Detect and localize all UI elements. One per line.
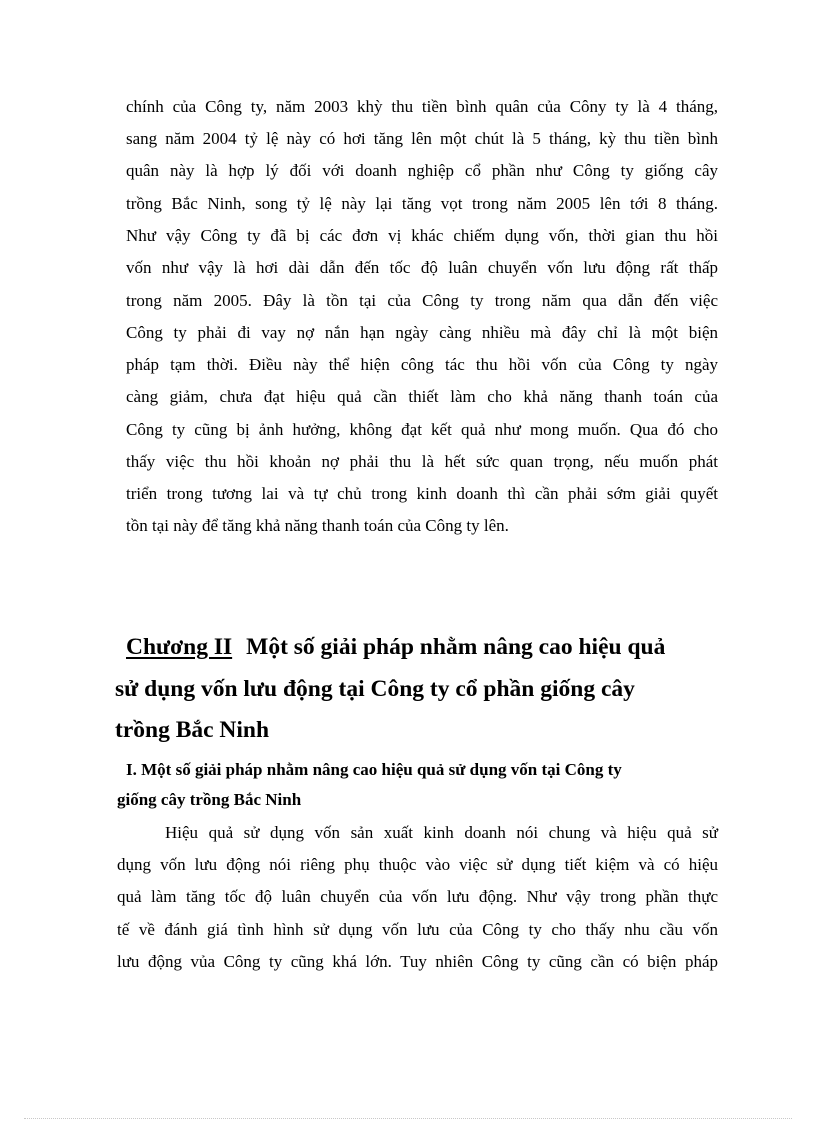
paragraph-line: quân này là hợp lý đối với doanh nghiệp cổ phần như Công ty giống cây	[126, 161, 718, 180]
paragraph-line: pháp tạm thời. Điều này thể hiện công tác thu hồi vốn của Công ty ngày	[126, 355, 718, 374]
paragraph-line: Công ty cũng bị ảnh hưởng, không đạt kết quả như mong muốn. Qua đó cho	[126, 420, 718, 439]
paragraph-line: triển trong tương lai và tự chủ trong kinh doanh thì cần phải sớm giải quyết	[126, 484, 718, 503]
paragraph-line: Hiệu quả sử dụng vốn sản xuất kinh doanh nói chung và hiệu quả sử	[165, 823, 718, 842]
paragraph-line: Như vậy Công ty đã bị các đơn vị khác chiếm dụng vốn, thời gian thu hồi	[126, 226, 718, 245]
chapter-title-line	[126, 632, 665, 662]
paragraph-line: chính của Công ty, năm 2003 khỳ thu tiền bình quân của Côny ty là 4 tháng,	[126, 97, 718, 116]
paragraph-line: càng giảm, chưa đạt hiệu quả cần thiết làm cho khả năng thanh toán của	[126, 387, 718, 406]
paragraph-line: thấy việc thu hồi khoản nợ phải thu là hết sức quan trọng, nếu muốn phát	[126, 452, 718, 471]
page-bottom-divider	[24, 1118, 792, 1119]
paragraph-line: lưu động vủa Công ty cũng khá lớn. Tuy nhiên Công ty cũng cần có biện pháp	[117, 952, 718, 971]
paragraph-line: vốn như vậy là hơi dài dẫn đến tốc độ luân chuyển vốn lưu động rất thấp	[126, 258, 718, 277]
chapter-title-line: trồng Bắc Ninh	[115, 717, 270, 743]
paragraph-line: sang năm 2004 tỷ lệ này có hơi tăng lên một chút là 5 tháng, kỳ thu tiền bình	[126, 129, 718, 148]
paragraph-line: trồng Bắc Ninh, song tỷ lệ này lại tăng vọt trong năm 2005 lên tới 8 tháng.	[126, 194, 718, 213]
paragraph-line: tồn tại này để tăng khả năng thanh toán của Công ty lên.	[126, 516, 509, 535]
paragraph-line: quả làm tăng tốc độ luân chuyển của vốn lưu động. Như vậy trong phần thực	[117, 887, 718, 906]
section-title-line: I. Một số giải pháp nhằm nâng cao hiệu quả sử dụng vốn tại Công ty	[126, 760, 622, 779]
paragraph-line: trong năm 2005. Đây là tồn tại của Công ty trong năm qua dẫn đến việc	[126, 291, 718, 310]
section-title-line: giống cây trồng Bắc Ninh	[117, 790, 302, 809]
paragraph-line: dụng vốn lưu động nói riêng phụ thuộc vào việc sử dụng tiết kiệm và có hiệu	[117, 855, 718, 874]
paragraph-line: tế về đánh giá tình hình sử dụng vốn lưu của Công ty cho thấy nhu cầu vốn	[117, 920, 718, 939]
paragraph-line: Công ty phải đi vay nợ nắn hạn ngày càng nhiều mà đây chỉ là một biện	[126, 323, 718, 342]
chapter-title-text: Một số giải pháp nhằm nâng cao hiệu quả	[246, 634, 666, 660]
chapter-label: Chương II	[126, 634, 233, 660]
chapter-title-line: sử dụng vốn lưu động tại Công ty cổ phần giống cây	[115, 676, 635, 702]
